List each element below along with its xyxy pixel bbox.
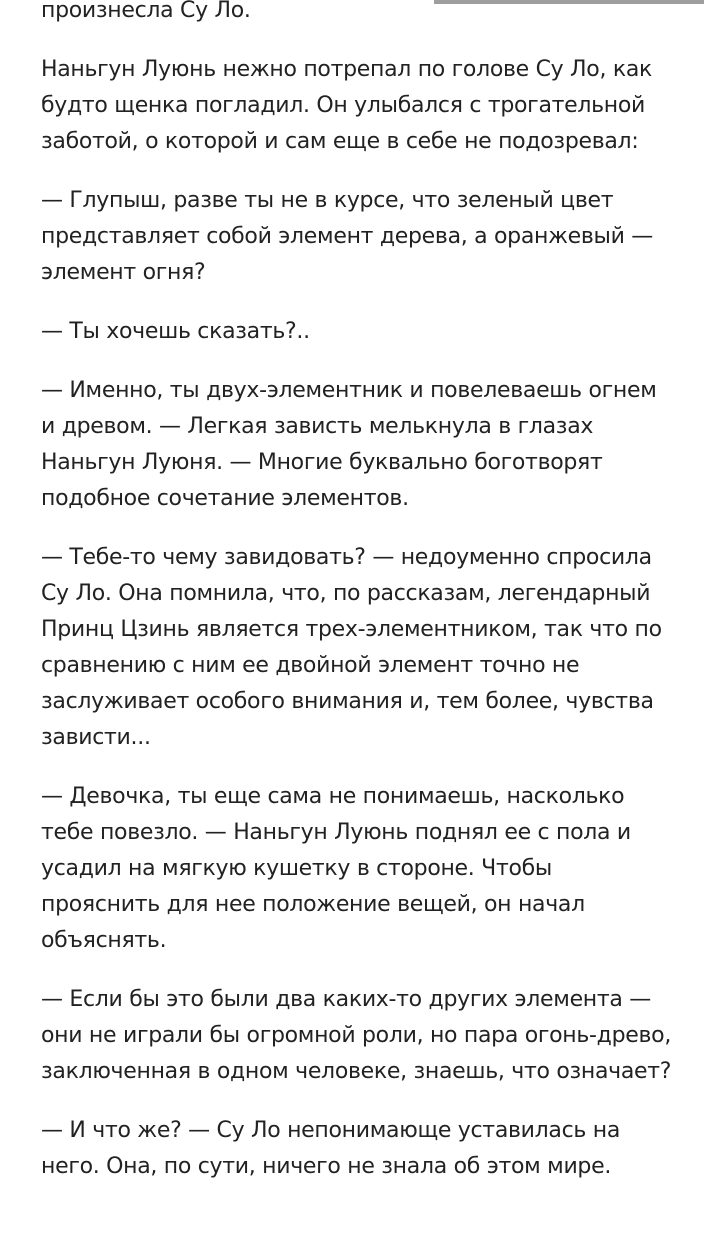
paragraph: — Глупыш, разве ты не в курсе, что зеленый цвет представляет собой элемент дерева, а оранжевый — элемент огня? — [41, 188, 653, 285]
paragraph: — Именно, ты двух-элементник и повелеваешь огнем и древом. — Легкая зависть мелькнула в глазах Наньгун Луюня. — Многие буквально боготворят подобное сочетание элементов. — [41, 378, 657, 511]
reader-text-content — [41, 0, 677, 1208]
paragraph: — Тебе-то чему завидовать? — недоуменно спросила Су Ло. Она помнила, что, по рассказам, легендарный Принц Цзинь является трех-элементником, так что по сравнению с ним ее двойной элемент точно не заслуживает особого внимания и, тем более, чувства зависти... — [41, 545, 662, 750]
paragraph: — И что же? — Су Ло непонимающе уставилась на него. Она, по сути, ничего не знала об этом мире. — [41, 1118, 621, 1179]
paragraph: Наньгун Луюнь нежно потрепал по голове Су Ло, как будто щенка погладил. Он улыбался с трогательной заботой, о которой и сам еще в себе не подозревал: — [41, 57, 653, 154]
paragraph: — Ты хочешь сказать?.. — [41, 319, 310, 344]
paragraph: — Если бы это были два каких-то других элемента — они не играли бы огромной роли, но пара огонь-древо, заключенная в одном человеке, знаешь, что означает? — [41, 987, 672, 1084]
paragraph: произнесла Су Ло. — [41, 0, 251, 23]
paragraph: — Девочка, ты еще сама не понимаешь, насколько тебе повезло. — Наньгун Луюнь поднял ее с пола и усадил на мягкую кушетку в стороне. Чтобы прояснить для нее положение вещей, он начал объяснять. — [41, 784, 631, 953]
